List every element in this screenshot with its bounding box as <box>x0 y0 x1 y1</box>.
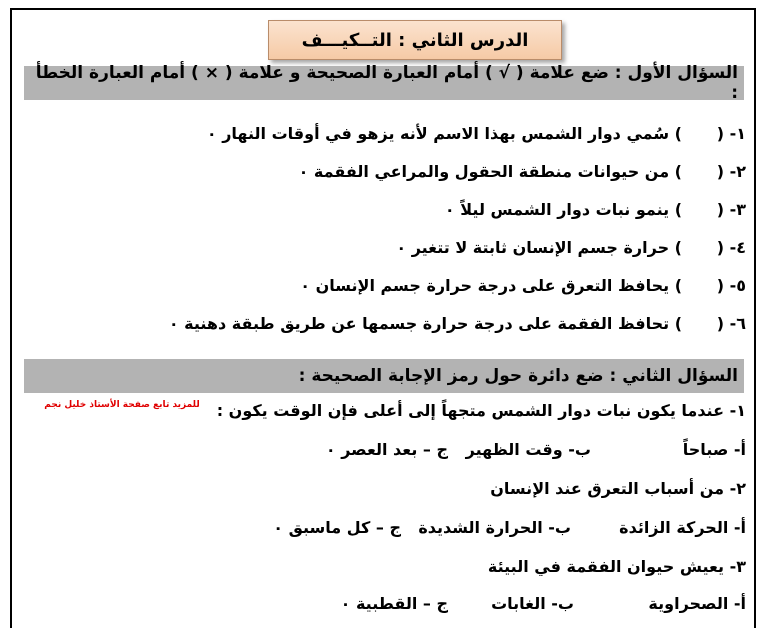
q1-item-text: ) سُمي دوار الشمس بهذا الاسم لأنه يزهو في أوقات النهار ٠ <box>206 124 682 143</box>
option-c[interactable]: ج – القطبية ٠ <box>340 594 448 613</box>
q1-item-text: ) يحافظ التعرق على درجة حرارة جسم الإنسان ٠ <box>300 276 682 295</box>
option-a[interactable]: أ- الحركة الزائدة <box>619 518 746 537</box>
question2-heading: السؤال الثاني : ضع دائرة حول رمز الإجابة الصحيحة : <box>24 359 744 393</box>
option-b[interactable]: ب- الحرارة الشديدة <box>418 518 571 537</box>
option-a[interactable]: أ- الصحراوية <box>648 594 746 613</box>
option-a[interactable]: أ- صباحاً <box>682 440 746 459</box>
author-note: للمزيد تابع صفحة الأستاذ خليل نجم <box>44 400 200 410</box>
q1-item <box>30 200 746 219</box>
q1-item-number: ٤- ( <box>716 238 746 257</box>
q2-stem: ٣- يعيش حيوان الفقمة في البيئة <box>487 557 746 576</box>
q1-item <box>30 124 746 143</box>
option-c[interactable]: ج – بعد العصر ٠ <box>325 440 448 459</box>
q1-item-number: ٥- ( <box>716 276 746 295</box>
q1-item <box>30 162 746 181</box>
q1-item-number: ٦- ( <box>716 314 746 333</box>
q1-item <box>30 276 746 295</box>
option-c[interactable]: ج – كل ماسبق ٠ <box>273 518 401 537</box>
option-b[interactable]: ب- الغابات <box>491 594 574 613</box>
option-b[interactable]: ب- وقت الظهير <box>465 440 591 459</box>
q2-stem: ٢- من أسباب التعرق عند الإنسان <box>490 479 746 498</box>
q1-item <box>30 314 746 333</box>
q1-item-number: ٣- ( <box>716 200 746 219</box>
lesson-title: الدرس الثاني : التــكيـــف <box>268 20 562 60</box>
q1-item-text: ) من حيوانات منطقة الحقول والمراعي الفقمة ٠ <box>298 162 682 181</box>
q1-item-text: ) حرارة جسم الإنسان ثابتة لا تتغير ٠ <box>396 238 682 257</box>
q1-item-text: ) تحافظ الفقمة على درجة حرارة جسمها عن طريق طبقة دهنية ٠ <box>168 314 682 333</box>
q1-item-number: ٢- ( <box>716 162 746 181</box>
q1-item-text: ) ينمو نبات دوار الشمس ليلاً ٠ <box>444 200 682 219</box>
q1-item-number: ١- ( <box>716 124 746 143</box>
q2-stem: ١- عندما يكون نبات دوار الشمس متجهاً إلى أعلى فإن الوقت يكون : <box>216 401 746 420</box>
q1-item <box>30 238 746 257</box>
question1-heading: السؤال الأول : ضع علامة ( √ ) أمام العبارة الصحيحة و علامة ( × ) أمام العبارة الخطأ : <box>24 66 744 100</box>
